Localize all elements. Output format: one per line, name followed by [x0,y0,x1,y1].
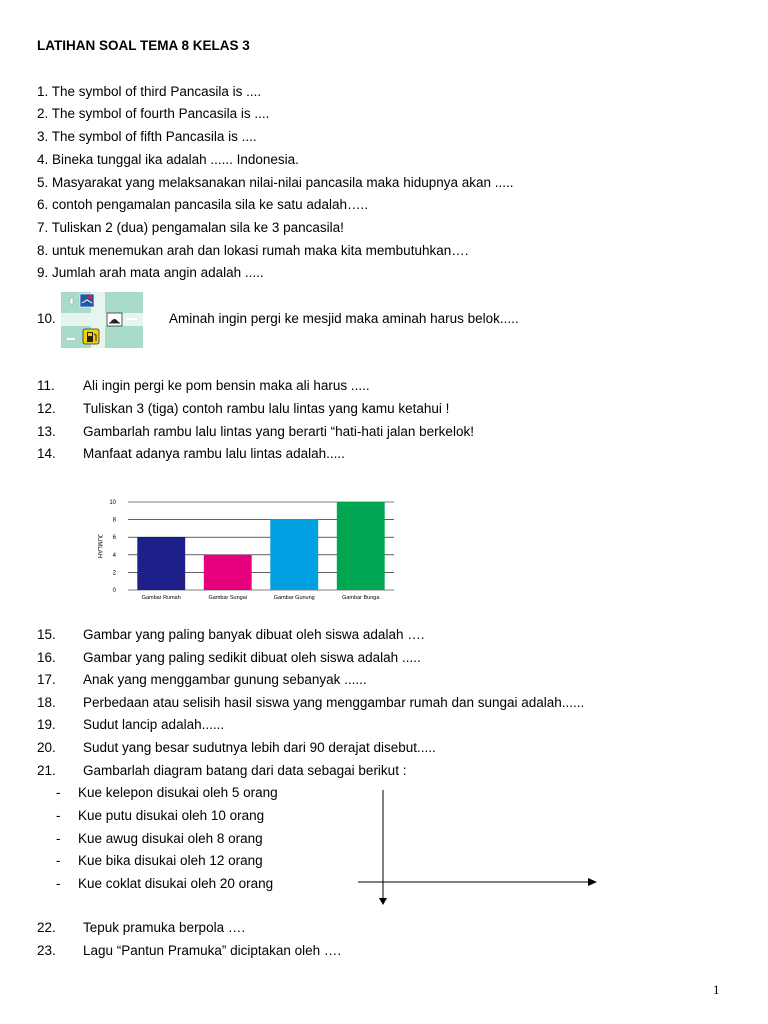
question-13 [37,424,474,439]
question-number: 15. [37,627,56,642]
question-10-number: 10. [37,311,56,326]
question-18 [37,695,584,710]
question-21 [37,763,406,778]
question-17 [37,672,367,687]
road-marking-left-bottom [67,338,75,340]
road-marking-left-top [70,298,73,304]
page-number: 1 [713,982,720,997]
bullet-item [56,831,263,846]
question-number: 23. [37,943,56,958]
question-text: Manfaat adanya rambu lalu lintas adalah..... [83,446,345,461]
x-tick-label: Gambar Sungai [208,595,248,601]
question-22 [37,920,245,935]
question-20 [37,740,436,755]
school-icon [80,294,94,307]
question-text: Gambar yang paling sedikit dibuat oleh siswa adalah ..... [83,650,421,665]
bullet-text: Kue kelepon disukai oleh 5 orang [78,785,278,800]
question-3: 3. The symbol of fifth Pancasila is .... [37,129,257,144]
worksheet-title: LATIHAN SOAL TEMA 8 KELAS 3 [37,38,250,53]
bar [337,502,385,590]
y-tick-label: 6 [112,535,116,542]
bullet-dash: - [56,808,61,823]
y-tick-label: 0 [112,588,116,594]
question-7: 7. Tuliskan 2 (dua) pengamalan sila ke 3 pancasila! [37,220,344,235]
bullet-item [56,808,264,823]
question-text: Ali ingin pergi ke pom bensin maka ali harus ..... [83,378,370,393]
question-4: 4. Bineka tunggal ika adalah ...... Indonesia. [37,152,299,167]
bullet-dash: - [56,853,61,868]
bullet-text: Kue awug disukai oleh 8 orang [78,831,263,846]
bar [270,520,318,590]
question-text: Sudut yang besar sudutnya lebih dari 90 derajat disebut..... [83,740,436,755]
y-tick-label: 10 [109,500,116,506]
question-19 [37,717,224,732]
y-tick-label: 4 [112,552,116,559]
bullet-dash: - [56,785,61,800]
question-6: 6. contoh pengamalan pancasila sila ke satu adalah….. [37,197,368,212]
y-tick-label: 2 [112,570,116,577]
bullet-item [56,853,263,868]
question-number: 13. [37,424,56,439]
y-axis-label: JUMLAH [96,533,102,559]
question-number: 18. [37,695,56,710]
question-text: Anak yang menggambar gunung sebanyak ...... [83,672,367,687]
question-1: 1. The symbol of third Pancasila is .... [37,84,262,99]
question-2: 2. The symbol of fourth Pancasila is .... [37,106,270,121]
bar [137,537,185,590]
bar-chart [88,492,398,604]
vertical-axis-arrowhead [379,898,387,905]
question-text: Lagu “Pantun Pramuka” diciptakan oleh …. [83,943,342,958]
question-14 [37,446,345,461]
mosque-icon [107,313,122,326]
question-number: 11. [37,378,55,393]
question-number: 22. [37,920,56,935]
bullet-text: Kue bika disukai oleh 12 orang [78,853,263,868]
question-23 [37,943,341,958]
question-number: 21. [37,763,56,778]
question-number: 12. [37,401,56,416]
question-number: 20. [37,740,56,755]
question-text: Gambar yang paling banyak dibuat oleh siswa adalah …. [83,627,425,642]
x-tick-label: Gambar Rumah [141,595,181,601]
bullet-item [56,785,278,800]
question-5: 5. Masyarakat yang melaksanakan nilai-nilai pancasila maka hidupnya akan ..... [37,175,514,190]
blank-axes-figure [350,785,610,910]
bullet-dash: - [56,831,61,846]
x-tick-label: Gambar Gunung [273,595,315,601]
bullet-item [56,876,273,891]
road-marking-right [127,318,137,320]
bullet-dash: - [56,876,61,891]
question-text: Gambarlah diagram batang dari data sebagai berikut : [83,763,407,778]
gas-station-icon [83,329,99,344]
question-number: 17. [37,672,56,687]
y-tick-label: 8 [112,517,116,524]
question-8: 8. untuk menemukan arah dan lokasi rumah maka kita membutuhkan…. [37,243,469,258]
question-number: 14. [37,446,56,461]
question-text: Perbedaan atau selisih hasil siswa yang menggambar rumah dan sungai adalah...... [83,695,585,710]
road-map-figure [61,292,143,348]
question-11 [37,378,370,393]
question-text: Sudut lancip adalah...... [83,717,225,732]
question-9: 9. Jumlah arah mata angin adalah ..... [37,265,264,280]
bar [204,555,252,590]
question-number: 19. [37,717,56,732]
question-number: 16. [37,650,56,665]
question-text: Gambarlah rambu lalu lintas yang berarti “hati-hati jalan berkelok! [83,424,474,439]
question-10-text: Aminah ingin pergi ke mesjid maka aminah harus belok..... [169,311,519,326]
question-text: Tepuk pramuka berpola …. [83,920,246,935]
bullet-text: Kue putu disukai oleh 10 orang [78,808,265,823]
bullet-text: Kue coklat disukai oleh 20 orang [78,876,274,891]
question-text: Tuliskan 3 (tiga) contoh rambu lalu lintas yang kamu ketahui ! [83,401,450,416]
horizontal-axis-arrowhead [588,878,597,886]
question-16 [37,650,421,665]
x-tick-label: Gambar Bunga [342,595,380,601]
question-12 [37,401,449,416]
question-15 [37,627,424,642]
